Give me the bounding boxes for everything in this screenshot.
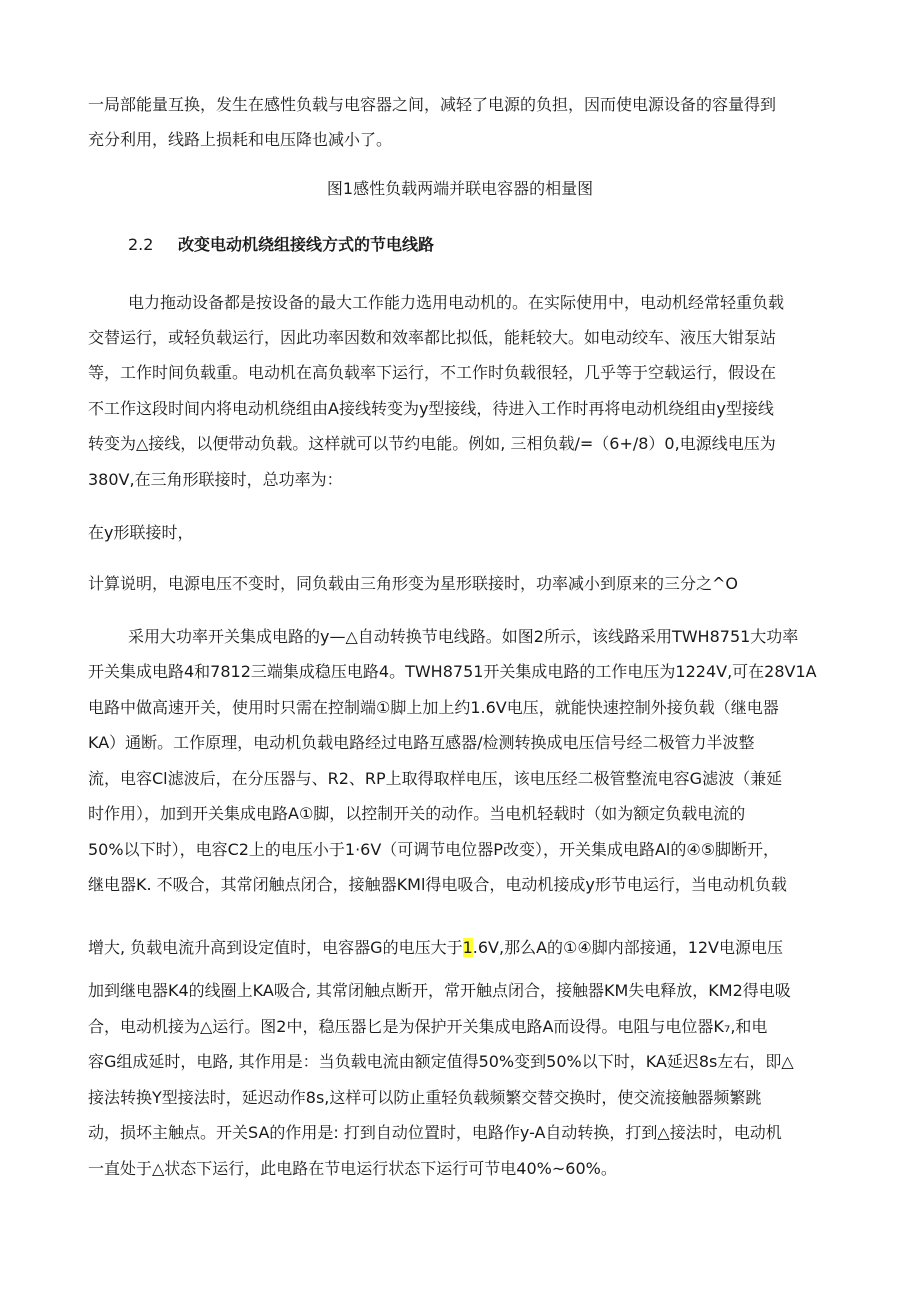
paragraph-2-line-3: 等，工作时间负载重。电动机在高负载率下运行，不工作时负载很轻，几乎等于空载运行，假设在 [88,363,777,382]
paragraph-2-line-2: 交替运行，或轻负载运行，因此功率因数和效率都比拟低，能耗较大。如电动绞车、液压大钳泵站 [88,328,777,347]
paragraph-4-line-2: 合，电动机接为△运行。图2中，稳压器匕是为保护开关集成电路A而设得。电阻与电位器K₇,和电 [88,1017,768,1036]
paragraph-2-line-5: 转变为△接线，以便带动负载。这样就可以节约电能。例如, 三相负载/=（6+/8）0,电源线电压为 [88,434,776,453]
paragraph-3-line-2: 开关集成电路4和7812三端集成稳压电路4。TWH8751开关集成电路的工作电压为1224V,可在28V1A [88,662,817,681]
paragraph-4-line-6: 一直处于△状态下运行，此电路在节电运行状态下运行可节电40%~60%。 [88,1159,617,1178]
paragraph-3-line-4: KA）通断。工作原理，电动机负载电路经过电路互感器/检测转换成电压信号经二极管力半波整 [88,733,755,752]
section-title: 改变电动机绕组接线方式的节电线路 [178,235,435,254]
figure-caption: 图1感性负载两端并联电容器的相量图 [326,179,594,198]
paragraph-3-line-5: 流，电容Cl滤波后，在分压器与、R2、RP上取得取样电压，该电压经二极管整流电容G滤波（兼延 [88,769,783,788]
highlighted-line-before: 增大, 负载电流升高到设定值时，电容器G的电压大于 [88,938,463,957]
paragraph-3-line-1: 采用大功率开关集成电路的y—△自动转换节电线路。如图2所示，该线路采用TWH8751大功率 [128,627,799,646]
paragraph-4-line-4: 接法转换Y型接法时，延迟动作8s,这样可以防止重轻负载频繁交替交换时，使交流接触器频繁跳 [88,1088,762,1107]
paragraph-2-line-4: 不工作这段时间内将电动机绕组由A接线转变为y型接线，待进入工作时再将电动机绕组由y型接线 [88,399,774,418]
paragraph-4-line-1: 加到继电器K4的线圈上KA吸合, 其常闭触点断开，常开触点闭合，接触器KM失电释放，KM2得电吸 [88,981,791,1000]
paragraph-1-line-1: 一局部能量互换，发生在感性负载与电容器之间，减轻了电源的负担，因而使电源设备的容量得到 [88,95,777,114]
star-connection-line: 在y形联接时， [88,523,194,542]
paragraph-3-line-6: 时作用），加到开关集成电路A①脚，以控制开关的动作。当电机轻载时（如为额定负载电流的 [88,804,746,823]
section-number: 2.2 [128,235,154,254]
paragraph-4-line-3: 容G组成延时，电路, 其作用是：当负载电流由额定值得50%变到50%以下时，KA延迟8s左右，即△ [88,1052,794,1071]
highlighted-line-after: .6V,那么A的①④脚内部接通，12V电源电压 [472,938,784,957]
paragraph-1-line-2: 充分利用，线路上损耗和电压降也减小了。 [88,130,393,149]
calculation-line: 计算说明，电源电压不变时，同负载由三角形变为星形联接时，功率减小到原来的三分之^O [88,574,739,593]
paragraph-4-line-5: 动，损坏主触点。开关SA的作用是: 打到自动位置时，电路作y-A自动转换，打到△接法时，电动机 [88,1123,782,1142]
highlighted-line [88,937,783,959]
highlight-mark: 1 [462,938,473,957]
paragraph-3-line-7: 50%以下时），电容C2上的电压小于1·6V（可调节电位器P改变），开关集成电路Al的④⑤脚断开， [88,840,780,859]
paragraph-3-line-3: 电路中做高速开关，使用时只需在控制端①脚上加上约1.6V电压，就能快速控制外接负载（继电器 [88,698,779,717]
paragraph-3-line-8: 继电器K. 不吸合，其常闭触点闭合，接触器KMl得电吸合，电动机接成y形节电运行，当电动机负载 [88,875,787,894]
paragraph-2-line-1: 电力拖动设备都是按设备的最大工作能力选用电动机的。在实际使用中，电动机经常轻重负载 [128,293,785,312]
section-heading [128,234,434,256]
paragraph-2-line-6: 380V,在三角形联接时，总功率为： [88,470,343,489]
